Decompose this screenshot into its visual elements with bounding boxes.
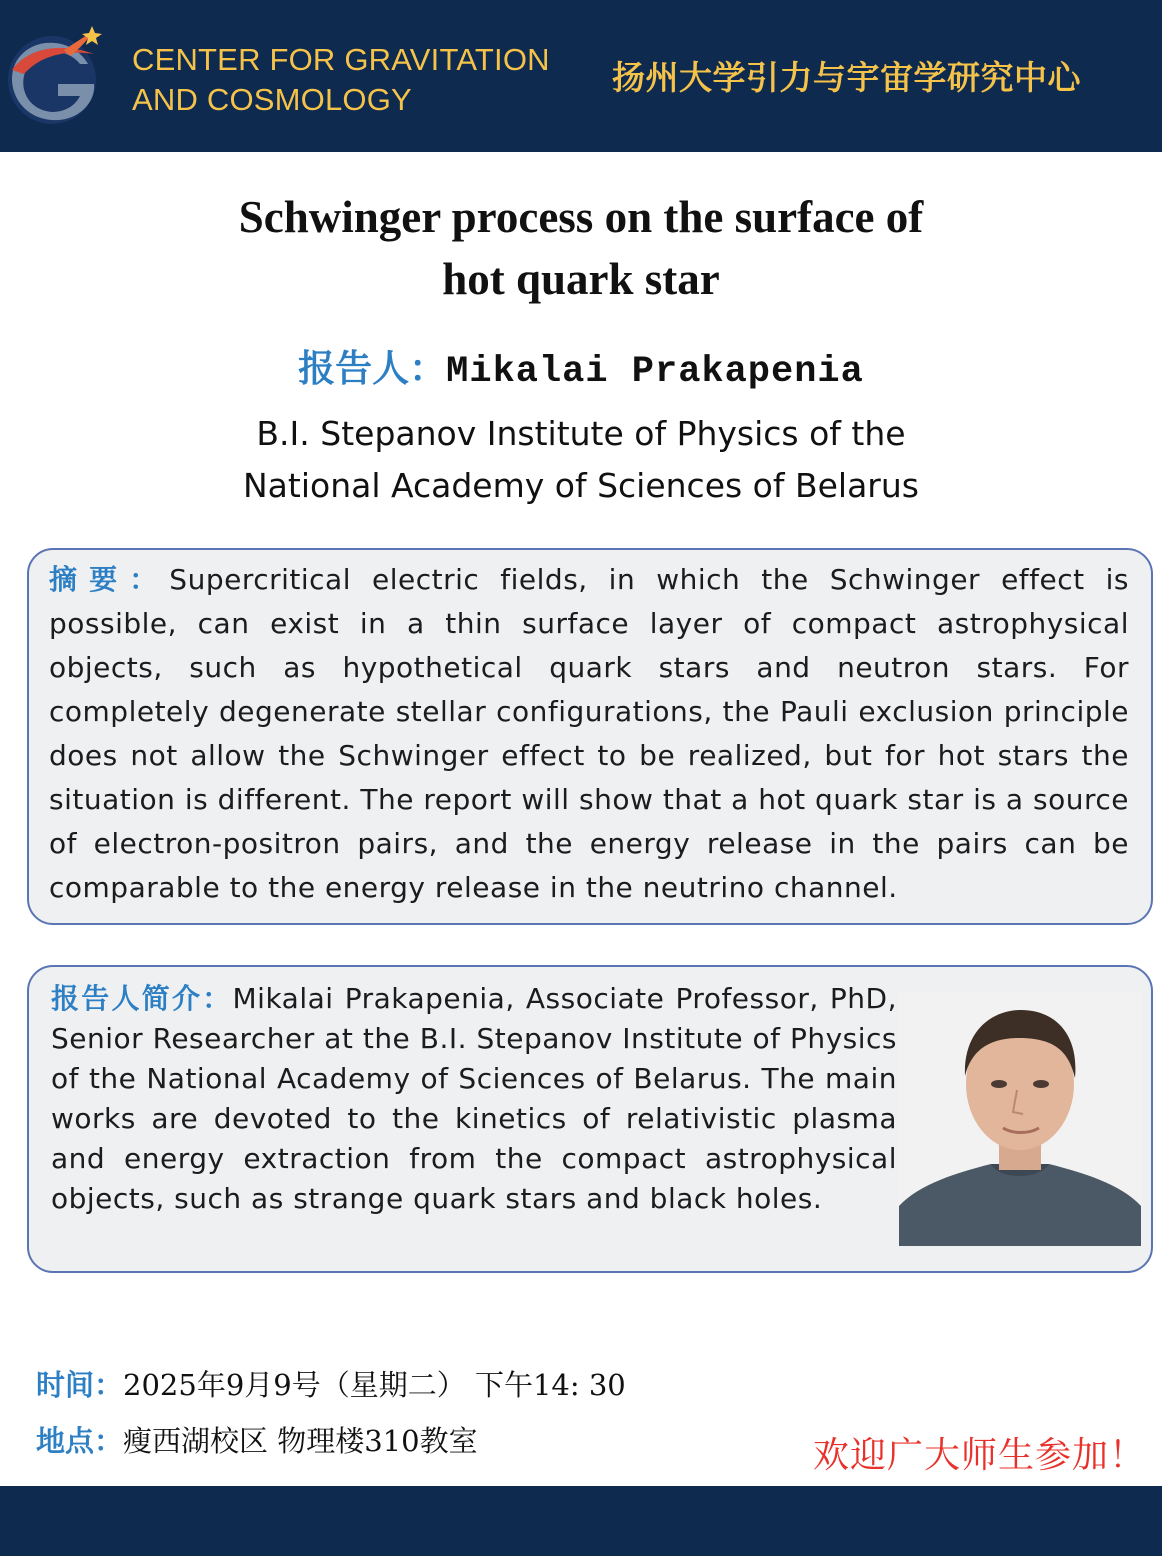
speaker-affiliation <box>80 408 1082 512</box>
speaker-portrait-photo <box>899 992 1141 1246</box>
bio-label: 报告人简介： <box>51 982 233 1015</box>
gravitation-swirl-logo-icon <box>2 24 106 128</box>
affiliation-line1: B.I. Stepanov Institute of Physics of the <box>256 414 906 453</box>
affiliation-line2: National Academy of Sciences of Belarus <box>243 466 919 505</box>
org-name-en-line1: CENTER FOR GRAVITATION <box>132 42 550 77</box>
talk-title <box>80 186 1082 310</box>
speaker-bio-panel <box>27 965 1153 1273</box>
time-row <box>36 1365 626 1405</box>
speaker-label: 报告人： <box>298 346 447 390</box>
abstract-paragraph <box>49 558 1129 910</box>
footer-band <box>0 1486 1162 1556</box>
abstract-label: 摘要： <box>49 563 170 596</box>
abstract-text: Supercritical electric fields, in which the Schwinger effect is possible, can exist in a thin surface layer of compact astrophysical objects, such as hypothetical quark stars and neutron stars. For completely degenerate stellar configurations, the Pauli exclusion principle does not allow the Schwinger effect to be realized, but for hot stars the situation is different. The report will show that a hot quark star is a source of electron-positron pairs, and the energy release in the pairs can be comparable to the energy release in the neutrino channel. <box>49 563 1129 904</box>
speaker-line <box>0 342 1162 398</box>
place-row <box>36 1421 478 1461</box>
place-label: 地点： <box>36 1424 124 1458</box>
speaker-name: Mikalai Prakapenia <box>446 351 864 393</box>
time-value: 2025年9月9号（星期二） 下午14: 30 <box>123 1368 626 1402</box>
abstract-panel <box>27 548 1153 925</box>
org-name-en-line2: AND COSMOLOGY <box>132 82 412 117</box>
welcome-message: 欢迎广大师生参加！ <box>812 1435 1146 1476</box>
place-value: 瘦西湖校区 物理楼310教室 <box>123 1424 478 1458</box>
bio-text: Mikalai Prakapenia, Associate Professor, PhD, Senior Researcher at the B.I. Stepanov Institute of Physics of the National Academy of Sciences of Belarus. The main works are devoted to the kinetics of relativistic plasma and energy extraction from the compact astrophysical objects, such as strange quark stars and black holes. <box>51 982 897 1215</box>
time-label: 时间： <box>36 1368 124 1402</box>
org-name-en <box>132 40 550 120</box>
header-band <box>0 0 1162 152</box>
bio-paragraph <box>51 979 897 1219</box>
talk-title-line1: Schwinger process on the surface of <box>238 192 924 242</box>
talk-title-line2: hot quark star <box>442 254 720 304</box>
org-name-cn: 扬州大学引力与宇宙学研究中心 <box>612 58 1081 97</box>
